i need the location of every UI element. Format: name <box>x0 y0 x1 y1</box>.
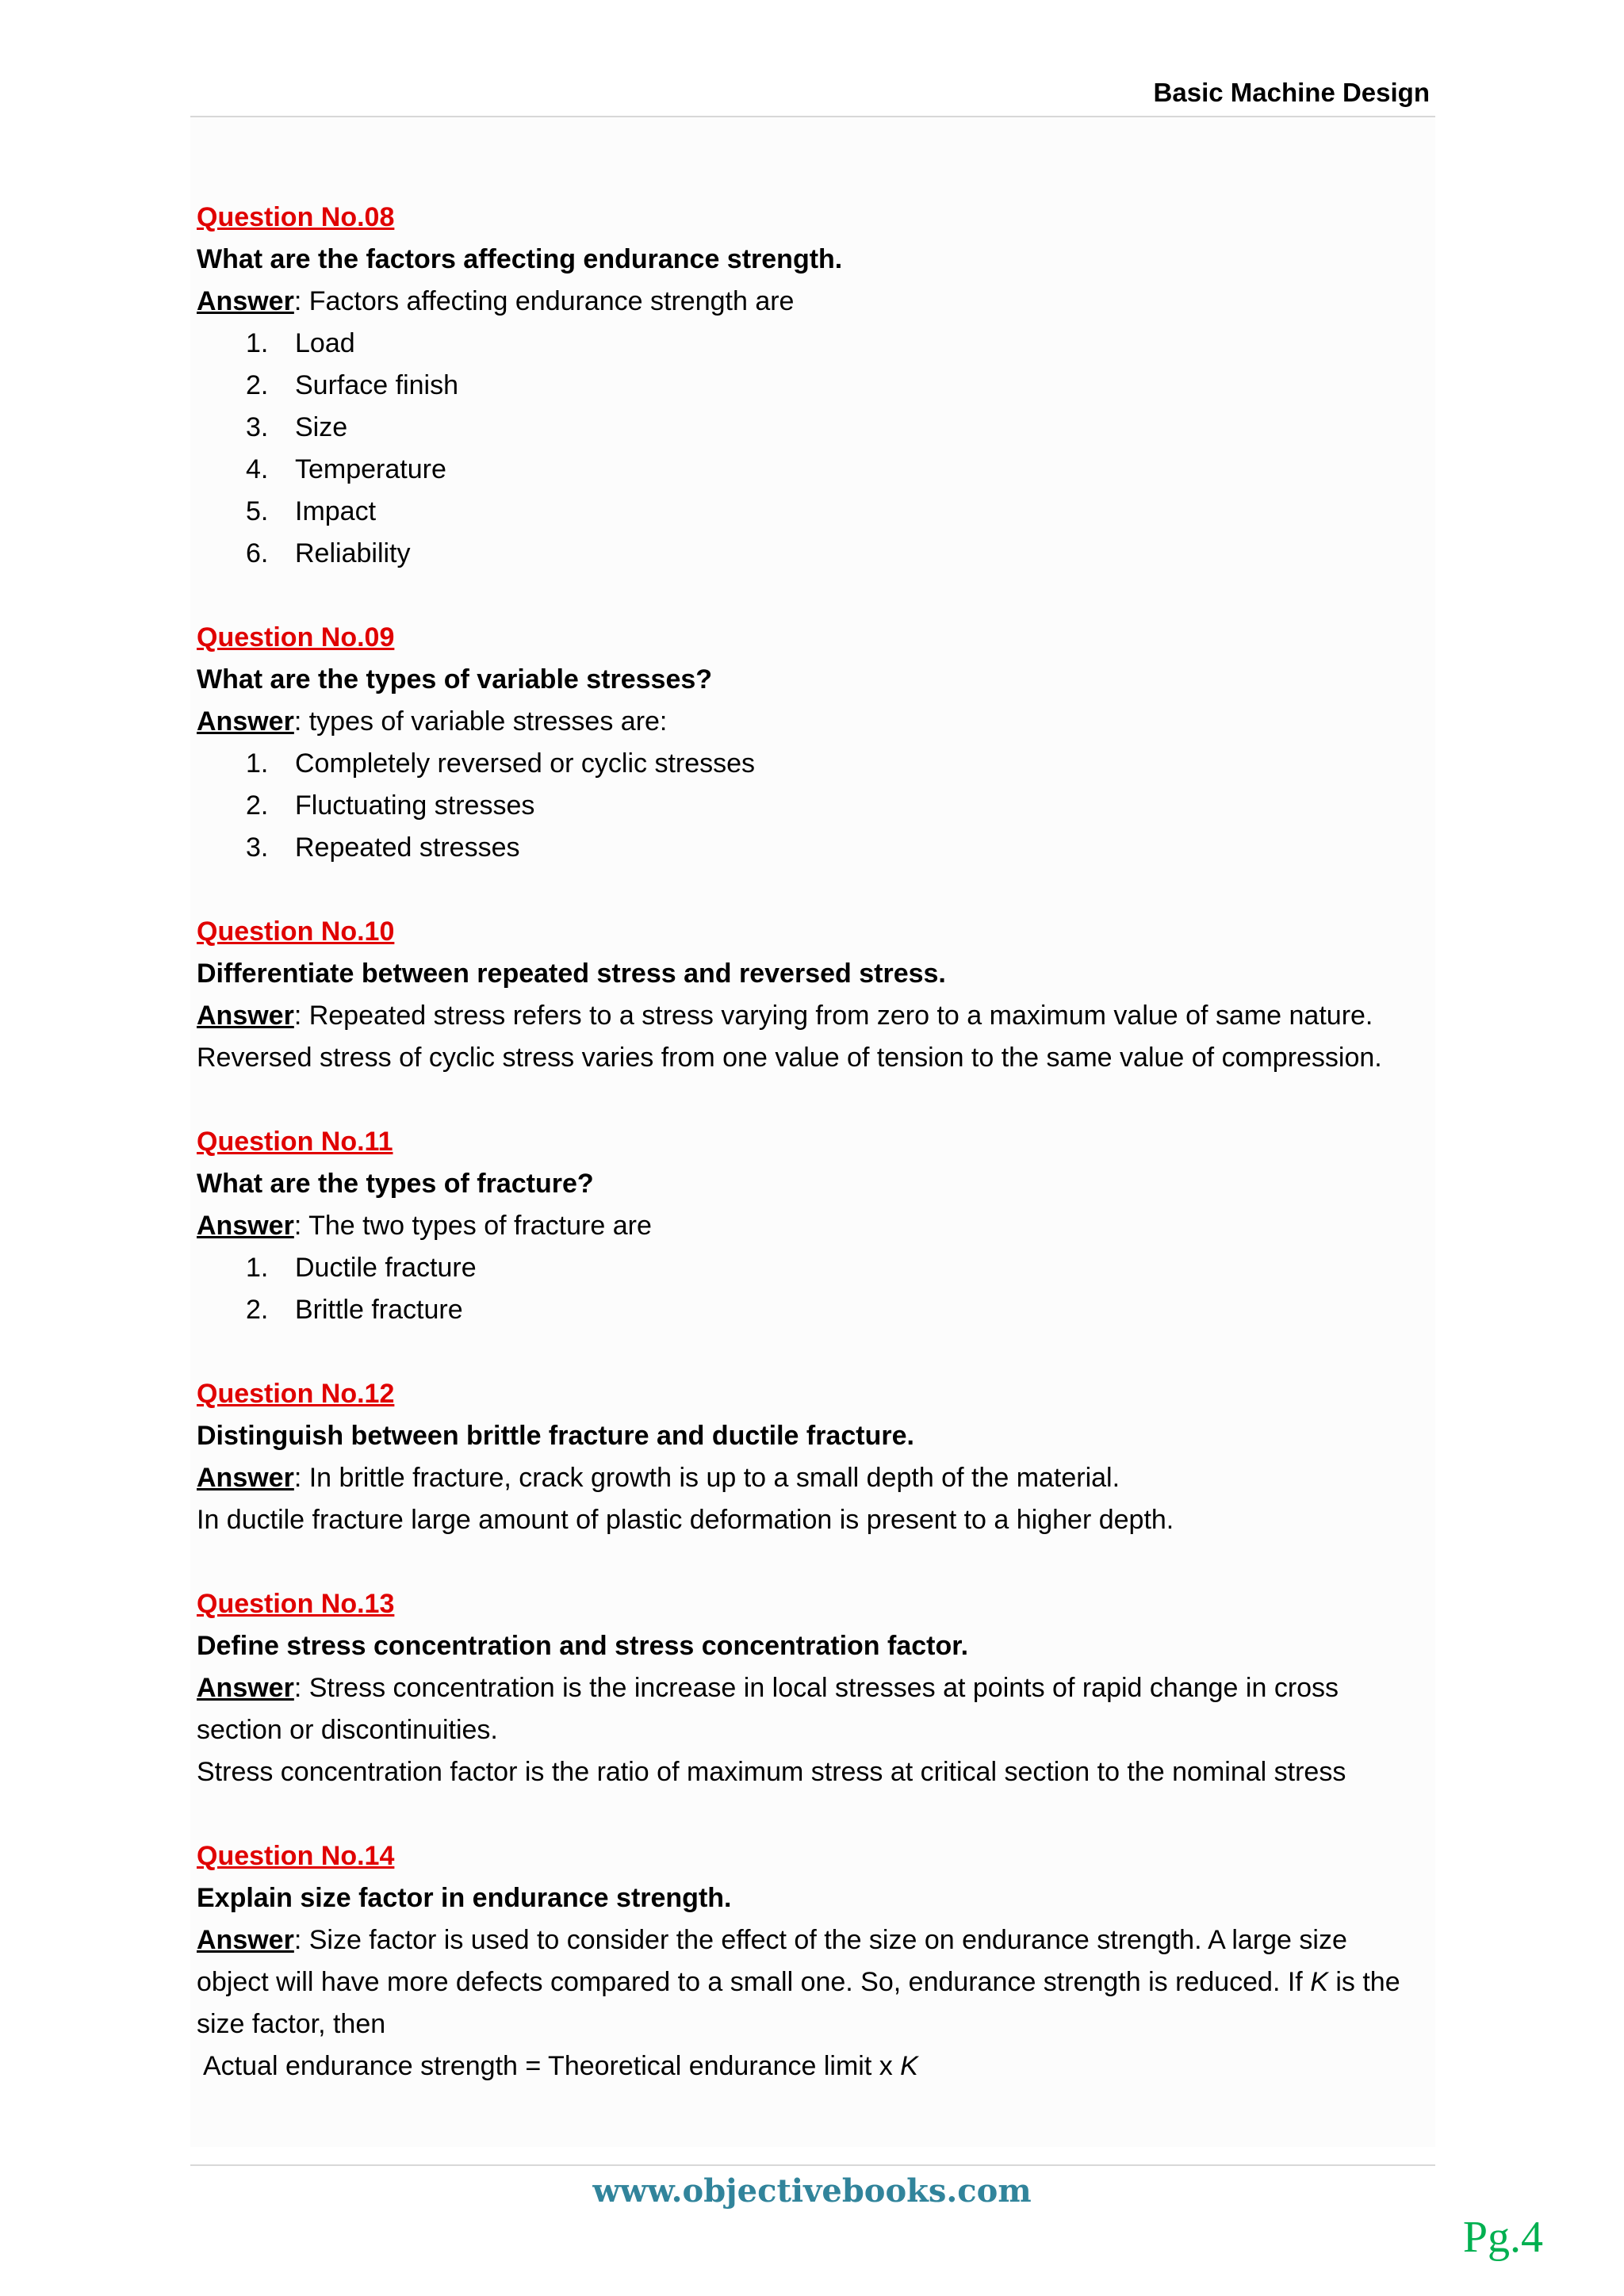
answer-line: Stress concentration factor is the ratio of maximum stress at critical section to the nominal stress <box>197 1757 1346 1787</box>
answer-line: Answer: types of variable stresses are: <box>197 706 668 737</box>
question-text: What are the factors affecting endurance strength. <box>197 244 843 274</box>
qa-block-09 <box>197 617 1434 869</box>
question-text: Distinguish between brittle fracture and ductile fracture. <box>197 1421 914 1451</box>
question-text: What are the types of variable stresses? <box>197 664 713 695</box>
header-divider <box>190 116 1435 117</box>
answer-line: Answer: In brittle fracture, crack growth is up to a small depth of the material. <box>197 1463 1120 1493</box>
footer-website-link[interactable]: www.objectivebooks.com <box>592 2172 1032 2210</box>
question-text: What are the types of fracture? <box>197 1169 594 1199</box>
list-item: 4. Temperature <box>246 454 446 484</box>
answer-list <box>197 743 1434 869</box>
answer-label: Answer <box>197 1211 294 1241</box>
answer-label: Answer <box>197 706 294 737</box>
answer-label: Answer <box>197 1925 294 1955</box>
qa-block-11 <box>197 1121 1434 1331</box>
qa-block-10 <box>197 911 1434 1079</box>
answer-label: Answer <box>197 1463 294 1493</box>
answer-line: Answer: Factors affecting endurance strength are <box>197 286 795 316</box>
question-heading: Question No.11 <box>197 1127 393 1157</box>
question-heading: Question No.13 <box>197 1589 395 1619</box>
answer-line: In ductile fracture large amount of plastic deformation is present to a higher depth. <box>197 1505 1174 1535</box>
answer-line: section or discontinuities. <box>197 1715 498 1745</box>
answer-line: Answer: Repeated stress refers to a stress varying from zero to a maximum value of same nature. <box>197 1001 1373 1031</box>
list-item: 1. Ductile fracture <box>246 1253 477 1283</box>
question-text: Define stress concentration and stress concentration factor. <box>197 1631 969 1661</box>
list-item: 5. Impact <box>246 496 377 526</box>
qa-block-13 <box>197 1583 1434 1793</box>
question-heading: Question No.08 <box>197 202 395 232</box>
answer-line: Answer: Size factor is used to consider the effect of the size on endurance strength. A large size <box>197 1925 1347 1955</box>
list-item: 3. Repeated stresses <box>246 832 520 863</box>
list-item: 6. Reliability <box>246 538 411 568</box>
list-item: 2. Fluctuating stresses <box>246 790 535 821</box>
answer-label: Answer <box>197 1673 294 1703</box>
symbol-k: K <box>900 2051 918 2081</box>
answer-line: size factor, then <box>197 2009 386 2039</box>
footer-divider <box>190 2164 1435 2166</box>
formula-line: Actual endurance strength = Theoretical endurance limit x K <box>203 2051 918 2081</box>
qa-block-14 <box>197 1835 1434 2087</box>
question-text: Explain size factor in endurance strength. <box>197 1883 732 1913</box>
question-text: Differentiate between repeated stress and reversed stress. <box>197 959 946 989</box>
list-item: 2. Brittle fracture <box>246 1295 463 1325</box>
question-heading: Question No.14 <box>197 1841 395 1871</box>
answer-list <box>197 1247 1434 1331</box>
document-header-title: Basic Machine Design <box>1153 78 1430 107</box>
list-item: 1. Completely reversed or cyclic stresses <box>246 748 756 779</box>
page-content <box>197 197 1434 2130</box>
answer-list <box>197 323 1434 575</box>
answer-line: Reversed stress of cyclic stress varies from one value of tension to the same value of compression. <box>197 1043 1382 1073</box>
list-item: 3. Size <box>246 412 348 442</box>
qa-block-12 <box>197 1373 1434 1541</box>
answer-line: Answer: The two types of fracture are <box>197 1211 652 1241</box>
question-heading: Question No.12 <box>197 1379 395 1409</box>
list-item: 2. Surface finish <box>246 370 458 400</box>
question-heading: Question No.09 <box>197 622 395 652</box>
answer-label: Answer <box>197 1001 294 1031</box>
list-item: 1. Load <box>246 328 355 358</box>
symbol-k: K <box>1310 1967 1328 1997</box>
answer-line: object will have more defects compared to a small one. So, endurance strength is reduced. If K is the <box>197 1967 1400 1997</box>
answer-line: Answer: Stress concentration is the increase in local stresses at points of rapid change in cross <box>197 1673 1339 1703</box>
answer-label: Answer <box>197 286 294 316</box>
question-heading: Question No.10 <box>197 916 395 947</box>
page-number: Pg.4 <box>1462 2213 1543 2262</box>
qa-block-08 <box>197 197 1434 575</box>
